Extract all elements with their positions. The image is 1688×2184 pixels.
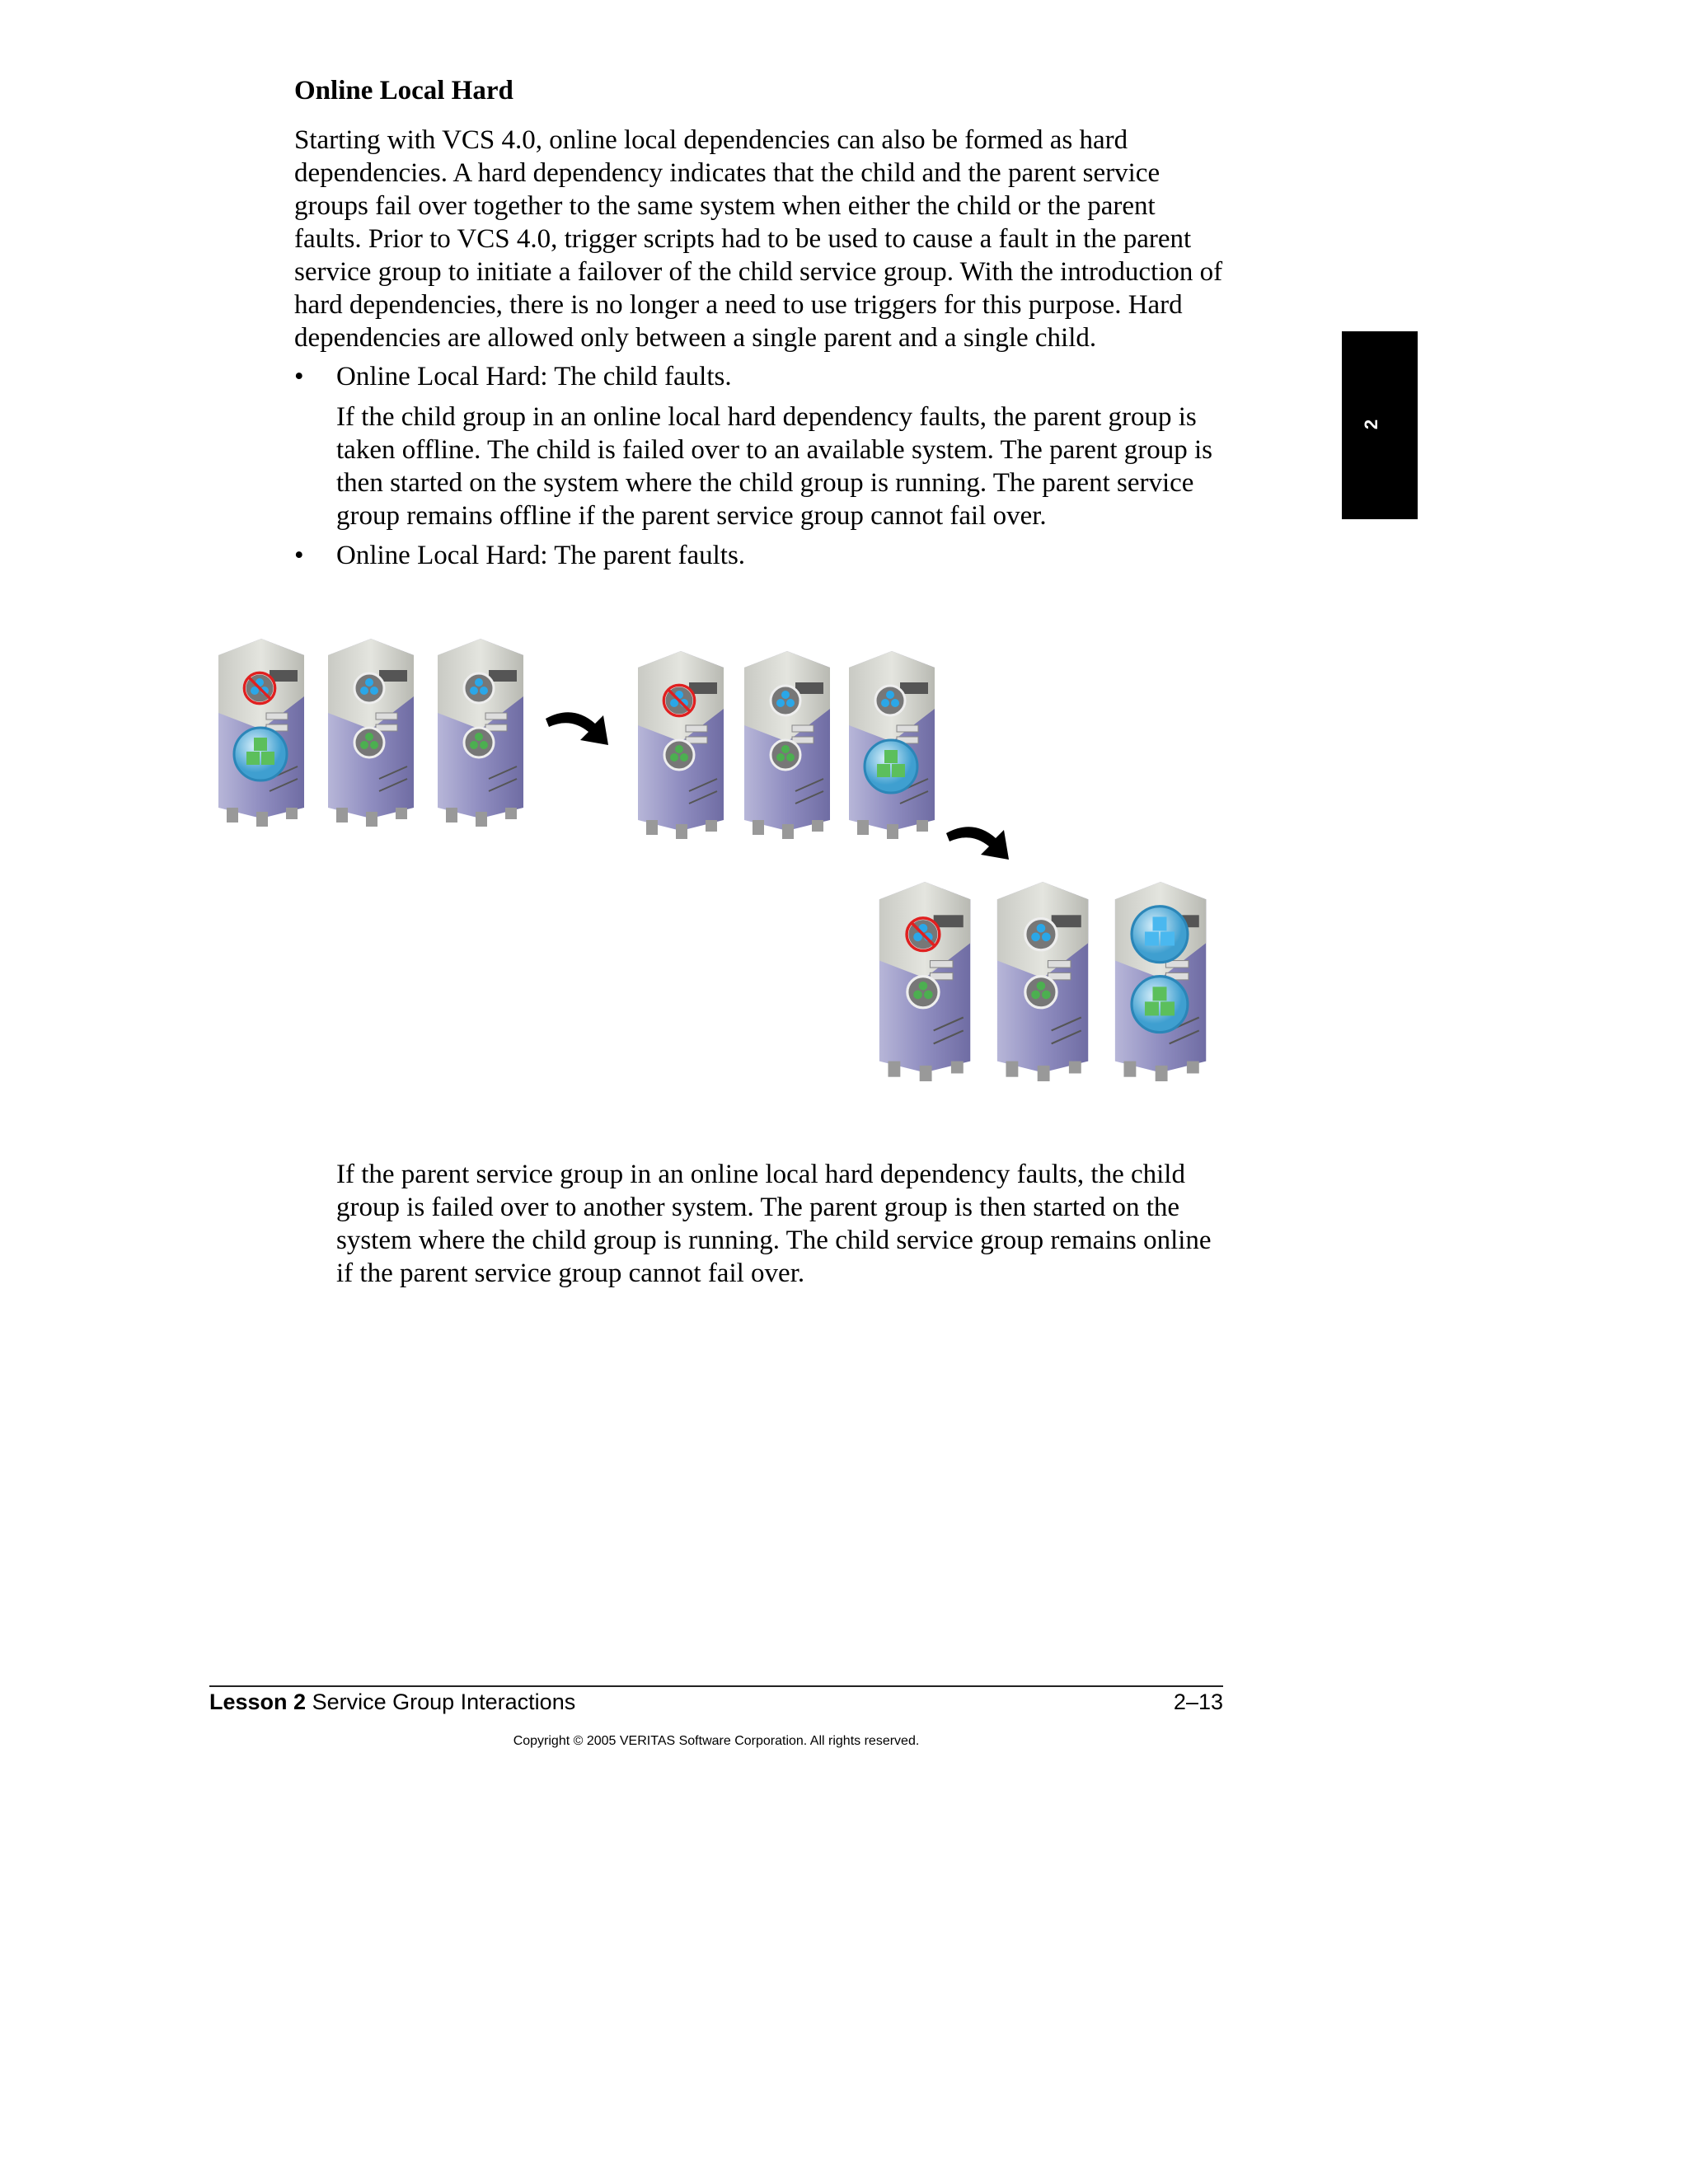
server-faulted xyxy=(631,651,729,839)
child-faults-paragraph: If the child group in an online local hard dependency faults, the parent group is taken offline. The child is failed over to an available system. The parent group is then started on the system where the child group is running. The parent service group remains offline if the parent service group cannot fail over. xyxy=(336,402,1213,531)
server-faulted xyxy=(871,882,977,1081)
footer-lesson xyxy=(209,1690,575,1715)
intro-paragraph: Starting with VCS 4.0, online local dependencies can also be formed as hard dependencies. A hard dependency indicates that the child and the parent service groups fail over together to the same system when either the child or the parent faults. Prior to VCS 4.0, trigger scripts had to be used to cause a fault in the parent service group to initiate a failover of the child service group. With the introduction of hard dependencies, there is no longer a need to use triggers for this purpose. Hard dependencies are allowed only between a single parent and a single child. xyxy=(294,125,1223,353)
server-parent-and-child-online xyxy=(1107,882,1212,1081)
lesson-title: Service Group Interactions xyxy=(312,1690,576,1714)
lesson-number: Lesson 2 xyxy=(209,1690,307,1714)
chapter-tab xyxy=(1342,331,1418,519)
server-faulted-parent-online-child xyxy=(212,639,309,827)
transition-arrow-icon xyxy=(544,704,613,747)
page-number: 2–13 xyxy=(1173,1690,1223,1714)
bullet-marker: • xyxy=(294,541,304,570)
chapter-number: 2 xyxy=(1361,419,1382,430)
parent-faults-paragraph: If the parent service group in an online local hard dependency faults, the child group is failed over to another system. The parent group is then started on the system where the child group is running. The child service group remains online if the parent service group cannot fail over. xyxy=(336,1160,1212,1288)
server-idle xyxy=(321,639,419,827)
transition-arrow-icon xyxy=(945,818,1014,861)
server-idle xyxy=(431,639,528,827)
section-heading: Online Local Hard xyxy=(294,76,513,105)
copyright: Copyright © 2005 VERITAS Software Corporation. All rights reserved. xyxy=(513,1734,920,1748)
bullet-label: Online Local Hard: The parent faults. xyxy=(336,541,746,570)
server-idle xyxy=(738,651,835,839)
footer-divider xyxy=(209,1685,1223,1687)
bullet-marker: • xyxy=(294,362,304,391)
server-child-online xyxy=(842,651,940,839)
bullet-label: Online Local Hard: The child faults. xyxy=(336,362,732,391)
server-idle xyxy=(989,882,1095,1081)
